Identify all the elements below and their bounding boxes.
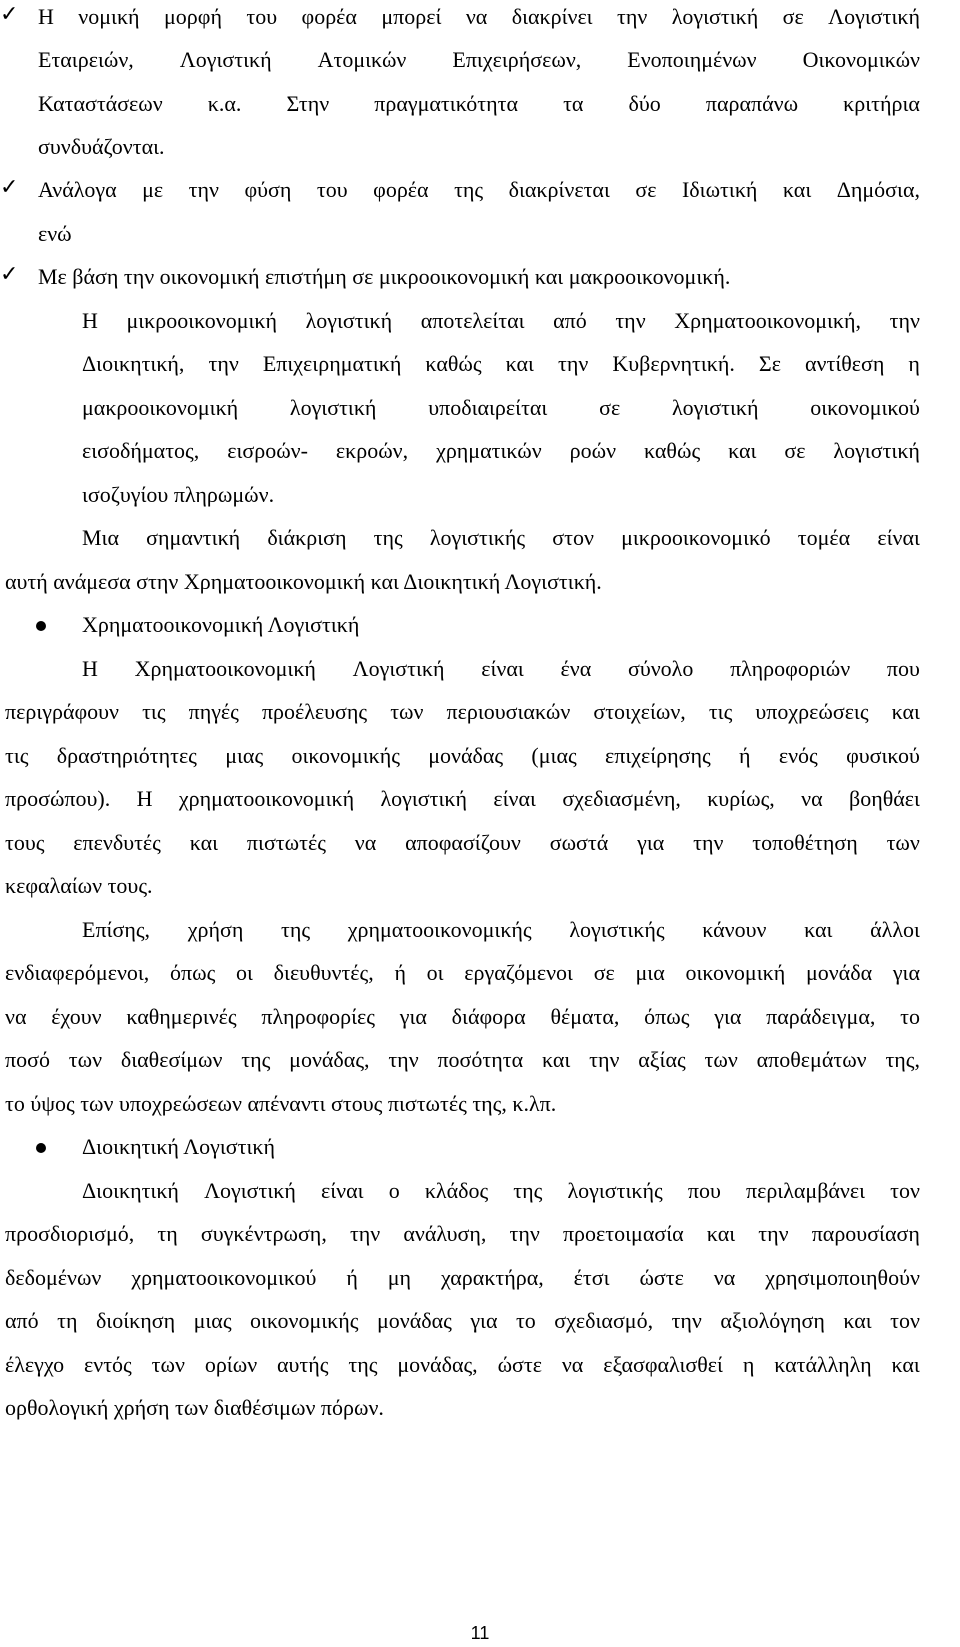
word: σημαντική	[146, 525, 241, 550]
word: μη	[387, 1265, 412, 1290]
word: αποθεμάτων	[756, 1047, 867, 1072]
word: η	[908, 351, 920, 376]
word: υποδιαιρείται	[428, 395, 548, 420]
word: ανάλυση,	[403, 1221, 487, 1246]
word: να	[801, 786, 823, 811]
word: Οικονομικών	[802, 47, 920, 72]
bullet-icon	[36, 621, 46, 631]
word: έχουν	[51, 1004, 102, 1029]
word: μιας	[193, 1308, 232, 1333]
word: είναι	[493, 786, 536, 811]
word: τις	[142, 699, 166, 724]
word: των	[390, 699, 424, 724]
word: και	[189, 830, 219, 855]
word: ενδιαφερόμενοι,	[5, 960, 150, 985]
word: ή	[346, 1265, 358, 1290]
text-line	[5, 1308, 920, 1334]
word: χρηματοοικονομική	[178, 786, 355, 811]
word: αξίας	[638, 1047, 686, 1072]
word: μπορεί	[381, 4, 442, 29]
text-line	[5, 743, 920, 769]
word: Καταστάσεων	[38, 91, 163, 116]
word: χρησιμοποιηθούν	[765, 1265, 920, 1290]
word: της	[454, 177, 484, 202]
text-line	[38, 47, 920, 73]
word: διοίκηση	[95, 1308, 176, 1333]
word: επενδυτές	[73, 830, 161, 855]
text-line	[82, 395, 920, 421]
word: είναι	[481, 656, 524, 681]
word: (μιας	[531, 743, 577, 768]
word: Στην	[286, 91, 330, 116]
word: το	[515, 1308, 536, 1333]
word: η	[742, 1352, 755, 1377]
word: Η	[82, 656, 98, 681]
word: εντός	[84, 1352, 132, 1377]
word: ώστε	[497, 1352, 542, 1377]
word: οικονομικού	[810, 395, 920, 420]
word: Ιδιωτική	[681, 177, 758, 202]
text-line	[5, 1352, 920, 1378]
word: την	[509, 1221, 540, 1246]
word: φυσικού	[846, 743, 920, 768]
word: τον	[890, 1308, 920, 1333]
word: παράδειγμα,	[766, 1004, 876, 1029]
word: σχεδιασμό,	[554, 1308, 654, 1333]
word: τον	[890, 1178, 920, 1203]
word: βοηθάει	[849, 786, 920, 811]
word: αυτής	[277, 1352, 329, 1377]
word: Λογιστική	[179, 47, 272, 72]
word: τους	[5, 830, 45, 855]
word: μικροοικονομικό	[621, 525, 771, 550]
word: ένα	[560, 656, 592, 681]
word: προσώπου).	[5, 786, 111, 811]
text-line	[5, 830, 920, 856]
word: να	[5, 1004, 27, 1029]
word: την	[617, 4, 648, 29]
text-line	[5, 1047, 920, 1073]
word: διάκριση	[267, 525, 347, 550]
word: Ανάλογα	[38, 177, 117, 202]
word: πληροφορίες	[261, 1004, 375, 1029]
word: οικονομικής	[250, 1308, 359, 1333]
word: τοποθέτηση	[752, 830, 858, 855]
word: τα	[563, 91, 584, 116]
word: Ατομικών	[317, 47, 407, 72]
word: της	[513, 1178, 543, 1203]
word: μονάδας,	[289, 1047, 370, 1072]
word: τη	[157, 1221, 178, 1246]
word: σε	[784, 438, 806, 463]
word: και	[728, 438, 757, 463]
word: για	[892, 960, 920, 985]
word: μονάδας,	[397, 1352, 478, 1377]
word: φορέα	[301, 4, 357, 29]
word: χρηματικών	[436, 438, 542, 463]
word: Διοικητική	[82, 1178, 179, 1203]
word: την	[671, 1308, 702, 1333]
text-line	[82, 351, 920, 377]
word: λογιστική	[380, 786, 467, 811]
word: την	[758, 1221, 789, 1246]
text-line	[82, 1178, 920, 1204]
word: ώστε	[639, 1265, 684, 1290]
word: που	[886, 656, 920, 681]
word: διαθεσίμων	[120, 1047, 223, 1072]
word: Κυβερνητική.	[612, 351, 735, 376]
word: την	[349, 1221, 381, 1246]
bullet-icon	[36, 1143, 46, 1153]
word: μορφή	[163, 4, 222, 29]
word: ο	[388, 1178, 400, 1203]
word: λογιστικής	[567, 1178, 663, 1203]
word: ή	[739, 743, 751, 768]
word: σύνολο	[627, 656, 694, 681]
text-line: ισοζυγίου πληρωμών.	[82, 482, 275, 507]
word: μακροοικονομική	[82, 395, 239, 420]
word: Δημόσια,	[836, 177, 920, 202]
word: και	[843, 1308, 872, 1333]
word: να	[713, 1265, 736, 1290]
word: Λογιστική	[204, 1178, 296, 1203]
word: Χρηματοοικονομική	[134, 656, 316, 681]
word: του	[246, 4, 278, 29]
word: διακρίνει	[511, 4, 593, 29]
word: ποσό	[5, 1047, 50, 1072]
word: την	[188, 177, 219, 202]
text-line: Διοικητική Λογιστική	[82, 1134, 276, 1159]
word: Η	[82, 308, 98, 333]
word: είναι	[321, 1178, 364, 1203]
word: και	[541, 1047, 571, 1072]
text-line: ορθολογική χρήση των διαθέσιμων πόρων.	[5, 1395, 384, 1420]
word: αποτελείται	[420, 308, 525, 333]
word: των	[68, 1047, 103, 1072]
word: περιλαμβάνει	[745, 1178, 866, 1203]
word: να	[561, 1352, 584, 1377]
word: Χρηματοοικονομική,	[674, 308, 862, 333]
word: της,	[885, 1047, 920, 1072]
word: Λογιστική	[352, 656, 445, 681]
word: λογιστικής	[569, 917, 665, 942]
page-number: 11	[470, 1623, 490, 1643]
word: της	[241, 1047, 271, 1072]
word: χρηματοοικονομικής	[347, 917, 532, 942]
word: την	[889, 308, 920, 333]
word: άλλοι	[870, 917, 920, 942]
word: εισροών-	[227, 438, 308, 463]
word: εξασφαλισθεί	[603, 1352, 723, 1377]
word: οι	[236, 960, 253, 985]
word: φορέα	[373, 177, 429, 202]
word: ενός	[778, 743, 818, 768]
word: τομέα	[797, 525, 851, 550]
word: κριτήρια	[843, 91, 920, 116]
word: παρουσίαση	[811, 1221, 920, 1246]
word: προέλευσης	[261, 699, 368, 724]
text-line	[82, 308, 920, 334]
word: για	[470, 1308, 498, 1333]
word: έτσι	[573, 1265, 610, 1290]
word: και	[505, 351, 534, 376]
word: για	[637, 830, 665, 855]
word: εκροών,	[335, 438, 409, 463]
word: κλάδος	[424, 1178, 489, 1203]
text-line	[82, 917, 920, 943]
text-line: αυτή ανάμεσα στην Χρηματοοικονομική και Διοικητική Λογιστική.	[5, 569, 602, 594]
word: τις	[708, 699, 733, 724]
word: την	[208, 351, 239, 376]
word: πηγές	[188, 699, 239, 724]
word: με	[142, 177, 164, 202]
word: και	[782, 177, 812, 202]
word: υποχρεώσεις	[755, 699, 869, 724]
checkmark-icon: ✓	[0, 262, 19, 287]
word: διευθυντές,	[273, 960, 374, 985]
word: κ.α.	[207, 91, 242, 116]
word: επιχείρησης	[605, 743, 711, 768]
word: λογιστικής	[429, 525, 526, 550]
text-line	[82, 438, 920, 464]
word: περιουσιακών	[446, 699, 571, 724]
word: του	[316, 177, 348, 202]
word: συγκέντρωση,	[200, 1221, 327, 1246]
word: θέματα,	[550, 1004, 620, 1029]
text-line	[5, 786, 920, 812]
word: των	[704, 1047, 738, 1072]
word: την	[558, 351, 589, 376]
word: χαρακτήρα,	[441, 1265, 544, 1290]
word: δραστηριότητες	[56, 743, 197, 768]
word: εισοδήματος,	[82, 438, 200, 463]
word: Σε	[758, 351, 781, 376]
word: και	[804, 917, 833, 942]
word: χρήση	[187, 917, 244, 942]
word: να	[354, 830, 377, 855]
word: εργαζόμενοι	[464, 960, 573, 985]
word: της	[348, 1352, 378, 1377]
word: και	[891, 1352, 920, 1377]
text-line	[38, 91, 920, 117]
word: προσδιορισμό,	[5, 1221, 135, 1246]
text-line	[5, 1004, 920, 1030]
word: της	[281, 917, 311, 942]
word: και	[706, 1221, 736, 1246]
text-line: Χρηματοοικονομική Λογιστική	[82, 612, 360, 637]
checkmark-icon: ✓	[0, 175, 19, 200]
word: φύση	[244, 177, 292, 202]
text-line	[82, 656, 920, 682]
text-line	[5, 1221, 920, 1247]
text-line	[5, 1265, 920, 1291]
word: για	[714, 1004, 742, 1029]
word: παραπάνω	[705, 91, 799, 116]
word: οικονομική	[685, 960, 786, 985]
text-line	[5, 960, 920, 986]
text-line: συνδυάζονται.	[38, 134, 165, 159]
word: των	[886, 830, 920, 855]
word: μια	[635, 960, 665, 985]
word: ροών	[569, 438, 617, 463]
word: για	[399, 1004, 427, 1029]
text-line: το ύψος των υποχρεώσεων απέναντι στους πιστωτές της, κ.λπ.	[5, 1091, 557, 1116]
word: αντίθεση	[805, 351, 885, 376]
word: Η	[38, 4, 54, 29]
word: να	[465, 4, 488, 29]
word: ή	[394, 960, 406, 985]
word: είναι	[877, 525, 920, 550]
word: από	[5, 1308, 39, 1333]
word: που	[687, 1178, 721, 1203]
word: αποφασίζουν	[405, 830, 521, 855]
word: λογιστική	[305, 308, 393, 333]
word: κατάλληλη	[774, 1352, 872, 1377]
word: Επιχειρήσεων,	[452, 47, 582, 72]
word: μικροοικονομική	[126, 308, 278, 333]
text-line	[38, 177, 920, 203]
word: και	[891, 699, 920, 724]
word: όπως	[644, 1004, 690, 1029]
word: πληροφοριών	[730, 656, 851, 681]
word: κάνουν	[702, 917, 767, 942]
word: τη	[57, 1308, 78, 1333]
word: κυρίως,	[707, 786, 775, 811]
word: δεδομένων	[5, 1265, 102, 1290]
word: καθώς	[644, 438, 701, 463]
word: σε	[635, 177, 657, 202]
word: Λογιστική	[828, 4, 920, 29]
word: σωστά	[549, 830, 609, 855]
word: έλεγχο	[5, 1352, 65, 1377]
word: σχεδιασμένη,	[562, 786, 681, 811]
word: προετοιμασία	[562, 1221, 684, 1246]
word: μιας	[225, 743, 264, 768]
word: Επίσης,	[82, 917, 151, 942]
word: Η	[136, 786, 153, 811]
word: Επιχειρηματική	[262, 351, 402, 376]
word: στον	[552, 525, 594, 550]
word: σε	[599, 395, 621, 420]
text-line	[5, 699, 920, 725]
word: διάφορα	[451, 1004, 526, 1029]
word: μονάδα	[805, 960, 873, 985]
word: χρηματοοικονομικού	[131, 1265, 317, 1290]
word: το	[900, 1004, 920, 1029]
word: νομική	[78, 4, 140, 29]
word: δύο	[628, 91, 661, 116]
word: Διοικητική,	[82, 351, 185, 376]
word: σε	[782, 4, 804, 29]
word: πραγματικότητα	[374, 91, 519, 116]
text-line	[82, 525, 920, 551]
word: την	[388, 1047, 419, 1072]
word: λογιστική	[833, 438, 920, 463]
word: καθημερινές	[126, 1004, 237, 1029]
word: περιγράφουν	[5, 699, 120, 724]
word: την	[693, 830, 724, 855]
word: της	[373, 525, 403, 550]
word: μονάδας	[428, 743, 504, 768]
word: λογιστική	[671, 4, 759, 29]
word: σε	[593, 960, 615, 985]
word: οι	[426, 960, 444, 985]
word: Ενοποιημένων	[627, 47, 757, 72]
word: από	[553, 308, 587, 333]
text-line: κεφαλαίων τους.	[5, 873, 153, 898]
word: τις	[5, 743, 29, 768]
word: την	[589, 1047, 620, 1072]
word: την	[615, 308, 646, 333]
checkmark-icon: ✓	[0, 2, 19, 27]
word: όπως	[170, 960, 216, 985]
text-line	[38, 4, 920, 30]
text-line: ενώ	[38, 221, 72, 246]
word: μονάδας	[376, 1308, 452, 1333]
word: Μια	[82, 525, 120, 550]
word: πιστωτές	[246, 830, 326, 855]
word: στοιχείων,	[593, 699, 686, 724]
word: λογιστική	[671, 395, 759, 420]
word: των	[151, 1352, 185, 1377]
word: διακρίνεται	[508, 177, 610, 202]
word: ορίων	[204, 1352, 258, 1377]
word: Εταιρειών,	[38, 47, 134, 72]
word: λογιστική	[289, 395, 377, 420]
word: ποσότητα	[437, 1047, 524, 1072]
word: αξιολόγηση	[720, 1308, 825, 1333]
word: οικονομικής	[291, 743, 400, 768]
text-line: Με βάση την οικονομική επιστήμη σε μικροοικονομική και μακροοικονομική.	[38, 264, 731, 289]
word: καθώς	[425, 351, 482, 376]
